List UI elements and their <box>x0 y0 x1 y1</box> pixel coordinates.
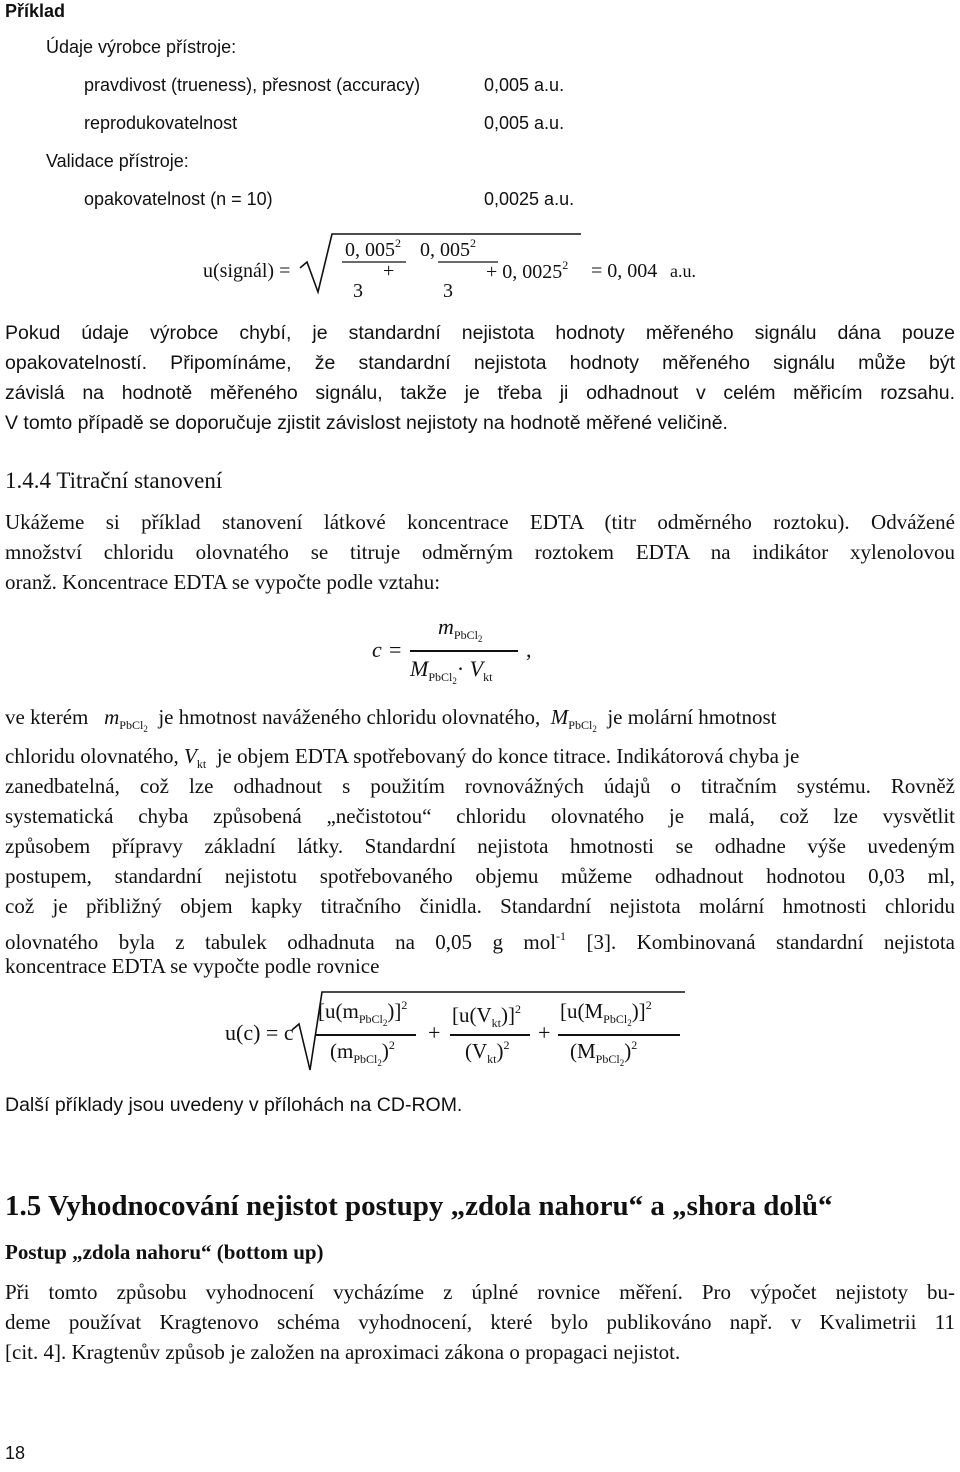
paragraph-repeatability <box>5 318 955 438</box>
example-heading: Příklad <box>5 1 66 21</box>
formula3-den1: $(m_{PbCl_2})^2$ <box>330 1038 395 1068</box>
text-line: olovnatého byla z tabulek odhadnuta na 0,05 g mol$^{-1}$ [3]. Kombinovaná standardní nejistota <box>5 929 956 954</box>
text-line: ve kterém $m_{PbCl_2}$ je hmotnost naváženého chloridu olovnatého, $M_{PbCl_2}$ je molární hmotnost <box>5 705 777 734</box>
repeatability-value: 0,0025 a.u. <box>484 189 575 209</box>
formula3-den3: $(M_{PbCl_2})^2$ <box>570 1038 638 1068</box>
formula1-den1: 3 <box>353 280 363 302</box>
text-line: opakovatelností. Připomínáme, že standardní nejistota hodnoty měřeného signálu může být <box>5 352 955 374</box>
formula3-num2: $[u(V_{kt})]^2$ <box>452 1002 521 1030</box>
text-line: systematická chyba způsobená „nečistotou“ chloridu olovnatého je malá, což lze vysvětlit <box>5 804 955 828</box>
text-line: oranž. Koncentrace EDTA se vypočte podle vztahu: <box>5 570 441 594</box>
formula2-denominator: $M_{PbCl_2}\cdot V_{kt}$ <box>410 656 493 686</box>
formula1-unit: a.u. <box>670 261 696 281</box>
formula3-lhs: u(c) = c <box>225 1020 294 1045</box>
paragraph-cdrom: Další příklady jsou uvedeny v přílohách na CD-ROM. <box>5 1094 463 1116</box>
formula1-den2: 3 <box>443 280 453 302</box>
reproducibility-label: reprodukovatelnost <box>84 113 238 133</box>
page-number: 18 <box>5 1443 26 1463</box>
section-heading-evaluation: 1.5 Vyhodnocování nejistot postupy „zdola nahoru“ a „shora dolů“ <box>5 1190 833 1222</box>
trueness-label: pravdivost (trueness), přesnost (accuracy) <box>84 75 421 95</box>
formula3-den2: $(V_{kt})^2$ <box>465 1038 510 1066</box>
formula3-plus1: + <box>428 1020 441 1045</box>
text-line: závislá na hodnotě měřeného signálu, takže je třeba ji odhadnout v celém měřicím rozsahu. <box>5 382 955 404</box>
subheading-bottom-up: Postup „zdola nahoru“ (bottom up) <box>5 1240 324 1264</box>
paragraph-kragten <box>5 1277 955 1367</box>
text-line: Ukážeme si příklad stanovení látkové koncentrace EDTA (titr odměrného roztoku). Odvážené <box>5 510 955 534</box>
formula3-plus2: + <box>538 1020 551 1045</box>
formula1-term3: + 0, 0025$^2$ <box>486 258 569 283</box>
section-heading-titration: 1.4.4 Titrační stanovení <box>5 468 223 493</box>
text-line: množství chloridu olovnatého se titruje odměrným roztokem EDTA na indikátor xylenolovou <box>5 540 955 564</box>
text-line: V tomto případě se doporučuje zjistit závislost nejistoty na hodnotě měřené veličině. <box>5 412 728 434</box>
repeatability-label: opakovatelnost (n = 10) <box>84 189 273 209</box>
formula2-comma: , <box>526 637 532 662</box>
text-line: Při tomto způsobu vyhodnocení vycházíme z úplné rovnice měření. Pro výpočet nejistoty bu- <box>5 1280 955 1304</box>
text-line: Pokud údaje výrobce chybí, je standardní nejistota hodnoty měřeného signálu dána pouze <box>5 322 955 344</box>
formula1-num1: 0, $005^2$ <box>345 236 401 261</box>
text-line: chloridu olovnatého, $V_{kt}$ je objem EDTA spotřebovaný do konce titrace. Indikátorová chyba je <box>5 744 800 771</box>
validation-label: Validace přístroje: <box>46 151 189 171</box>
formula1-lhs: u(signál) = <box>203 260 291 282</box>
text-line: zanedbatelná, což lze odhadnout s použitím rovnovážných údajů o titračním systému. Rovněž <box>5 774 955 798</box>
text-line: koncentrace EDTA se vypočte podle rovnice <box>5 954 380 978</box>
reproducibility-value: 0,005 a.u. <box>484 113 565 133</box>
formula1-num2: 0, $005^2$ <box>420 236 476 261</box>
formula1-result: = 0, 004 <box>591 260 658 282</box>
paragraph-body <box>5 771 955 981</box>
manufacturer-label: Údaje výrobce přístroje: <box>46 37 237 57</box>
trueness-value: 0,005 a.u. <box>484 75 565 95</box>
text-line: [cit. 4]. Kragtenův způsob je založen na aproximaci zákona o propagaci nejistot. <box>5 1340 681 1364</box>
text-line: postupem, standardní nejistotu spotřebovaného objemu můžeme odhadnout hodnotou 0,03 ml, <box>5 864 955 888</box>
paragraph-edta-intro <box>5 507 955 597</box>
formula2-eq: = <box>389 637 402 662</box>
text-line: způsobem přípravy základní látky. Standardní nejistota hmotnosti se odhadne výše uvedeným <box>5 834 955 858</box>
text-line: deme používat Kragtenovo schéma vyhodnocení, které bylo publikováno např. v Kvalimetrii 11 <box>5 1310 955 1334</box>
formula2-c: c <box>372 637 382 662</box>
text-line: což je přibližný objem kapky titračního činidla. Standardní nejistota molární hmotnosti chloridu <box>5 894 955 918</box>
formula3-num1: $[u(m_{PbCl_2})]^2$ <box>318 998 408 1028</box>
formula3-num3: $[u(M_{PbCl_2})]^2$ <box>560 998 652 1028</box>
formula2-numerator: $m_{PbCl_2}$ <box>438 614 483 644</box>
formula1-plus: + <box>383 260 395 282</box>
